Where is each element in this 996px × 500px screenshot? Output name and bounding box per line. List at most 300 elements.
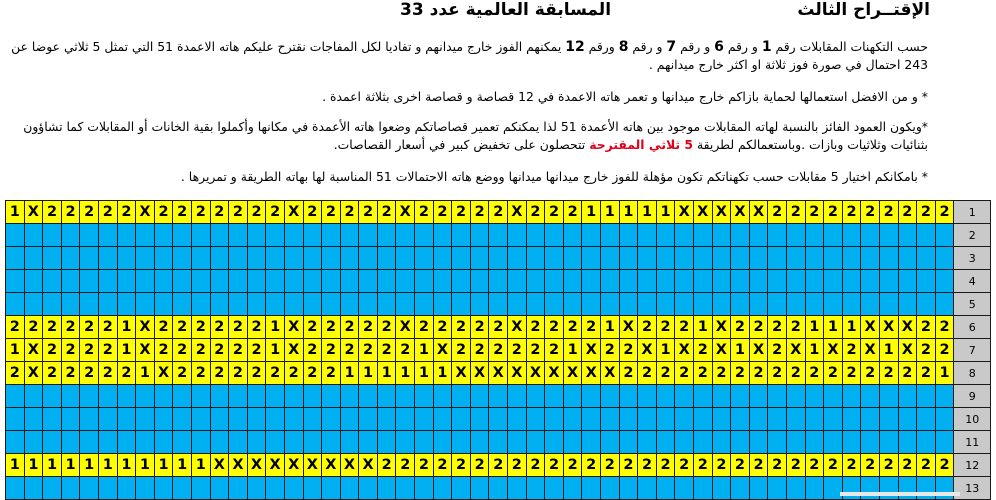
grid-cell [749, 431, 768, 454]
grid-cell [322, 431, 341, 454]
grid-cell [452, 431, 471, 454]
grid-cell [749, 270, 768, 293]
grid-cell [322, 293, 341, 316]
grid-cell: 2 [43, 201, 62, 224]
grid-cell [340, 408, 359, 431]
grid-cell [582, 224, 601, 247]
grid-cell: 1 [173, 454, 192, 477]
grid-cell: 2 [656, 316, 675, 339]
grid-cell: X [898, 316, 917, 339]
grid-cell [768, 270, 787, 293]
grid-cell: 2 [508, 339, 527, 362]
grid-cell [898, 247, 917, 270]
grid-cell [6, 477, 25, 500]
grid-cell [266, 408, 285, 431]
grid-cell [340, 385, 359, 408]
grid-cell [247, 431, 266, 454]
grid-cell [452, 293, 471, 316]
grid-cell [303, 247, 322, 270]
grid-cell [452, 224, 471, 247]
grid-cell [675, 247, 694, 270]
grid-cell: 2 [303, 362, 322, 385]
grid-cell: 2 [768, 454, 787, 477]
grid-row [6, 339, 991, 362]
grid-cell [805, 247, 824, 270]
grid-cell [247, 408, 266, 431]
grid-cell: 2 [489, 339, 508, 362]
grid-cell [786, 408, 805, 431]
grid-cell: 2 [879, 454, 898, 477]
grid-cell [768, 431, 787, 454]
grid-cell: 2 [917, 201, 936, 224]
grid-cell: 1 [61, 454, 80, 477]
grid-cell: 2 [322, 339, 341, 362]
grid-cell: X [545, 362, 564, 385]
grid-cell [805, 224, 824, 247]
grid-cell [526, 385, 545, 408]
grid-cell [712, 224, 731, 247]
grid-row [6, 201, 991, 224]
grid-cell: 1 [656, 339, 675, 362]
grid-cell [433, 477, 452, 500]
grid-cell [693, 385, 712, 408]
grid-cell [452, 270, 471, 293]
grid-cell: 2 [154, 339, 173, 362]
grid-cell [489, 477, 508, 500]
grid-cell: 2 [526, 339, 545, 362]
grid-cell [61, 247, 80, 270]
grid-cell: 2 [98, 316, 117, 339]
grid-cell [582, 270, 601, 293]
grid-cell [415, 477, 434, 500]
grid-cell: 1 [117, 339, 136, 362]
grid-cell [526, 247, 545, 270]
grid-cell [508, 477, 527, 500]
row-number: 5 [954, 293, 991, 316]
grid-cell [898, 224, 917, 247]
grid-cell [508, 408, 527, 431]
grid-cell: 2 [563, 454, 582, 477]
grid-cell [266, 293, 285, 316]
grid-cell [879, 408, 898, 431]
grid-cell [284, 247, 303, 270]
grid-cell [173, 247, 192, 270]
grid-cell [619, 431, 638, 454]
grid-cell: 2 [433, 454, 452, 477]
grid-cell [675, 385, 694, 408]
grid-cell [526, 408, 545, 431]
grid-cell [210, 270, 229, 293]
p1-num-7: 7 [666, 39, 677, 55]
grid-cell [359, 247, 378, 270]
grid-cell [526, 477, 545, 500]
grid-cell: X [749, 339, 768, 362]
grid-cell [861, 293, 880, 316]
grid-cell [582, 247, 601, 270]
grid-cell: 2 [619, 362, 638, 385]
grid-cell [247, 385, 266, 408]
grid-cell [322, 385, 341, 408]
grid-cell [526, 293, 545, 316]
grid-cell [526, 270, 545, 293]
grid-cell [675, 408, 694, 431]
grid-cell [322, 270, 341, 293]
grid-cell: X [563, 362, 582, 385]
grid-cell [340, 293, 359, 316]
grid-cell [303, 477, 322, 500]
grid-cell [43, 293, 62, 316]
grid-cell [80, 408, 99, 431]
grid-cell: X [675, 201, 694, 224]
grid-cell [377, 247, 396, 270]
grid-cell: 2 [768, 316, 787, 339]
grid-cell: 2 [433, 316, 452, 339]
grid-cell [861, 224, 880, 247]
grid-cell [768, 477, 787, 500]
grid-cell [433, 408, 452, 431]
grid-cell: 2 [545, 339, 564, 362]
grid-cell: 2 [898, 454, 917, 477]
grid-cell [24, 293, 43, 316]
grid-cell [842, 247, 861, 270]
grid-cell [545, 270, 564, 293]
grid-cell: X [229, 454, 248, 477]
grid-cell [768, 408, 787, 431]
grid-cell: 1 [433, 362, 452, 385]
grid-cell: 1 [6, 201, 25, 224]
grid-cell [489, 408, 508, 431]
grid-cell: 2 [266, 201, 285, 224]
grid-cell [6, 385, 25, 408]
grid-row [6, 293, 991, 316]
grid-cell: 2 [470, 316, 489, 339]
grid-cell [98, 293, 117, 316]
grid-cell [842, 408, 861, 431]
grid-cell [284, 408, 303, 431]
grid-cell: 2 [805, 362, 824, 385]
grid-cell [824, 477, 843, 500]
grid-cell [359, 224, 378, 247]
grid-cell: 2 [749, 362, 768, 385]
grid-cell [805, 477, 824, 500]
grid-cell: X [284, 454, 303, 477]
grid-cell: 2 [805, 201, 824, 224]
grid-cell [861, 431, 880, 454]
grid-cell [98, 270, 117, 293]
grid-cell: 2 [898, 201, 917, 224]
grid-cell: 2 [824, 201, 843, 224]
grid-cell [470, 431, 489, 454]
grid-cell [154, 385, 173, 408]
grid-cell: 2 [675, 362, 694, 385]
grid-cell [638, 477, 657, 500]
grid-cell [601, 408, 620, 431]
grid-cell [898, 431, 917, 454]
grid-cell: X [879, 316, 898, 339]
grid-cell [61, 408, 80, 431]
grid-cell: 1 [191, 454, 210, 477]
grid-cell [731, 247, 750, 270]
grid-cell [433, 270, 452, 293]
grid-cell: 2 [935, 201, 954, 224]
grid-cell [173, 270, 192, 293]
grid-cell: X [508, 201, 527, 224]
grid-cell: 2 [786, 316, 805, 339]
grid-cell [824, 247, 843, 270]
grid-cell: 2 [377, 454, 396, 477]
grid-cell [898, 408, 917, 431]
grid-cell: 2 [619, 454, 638, 477]
grid-cell [563, 247, 582, 270]
grid-cell [43, 224, 62, 247]
grid-cell [303, 408, 322, 431]
grid-cell: 2 [173, 316, 192, 339]
grid-cell [693, 408, 712, 431]
grid-cell [582, 385, 601, 408]
grid-cell [191, 270, 210, 293]
grid-cell [396, 293, 415, 316]
grid-cell [377, 477, 396, 500]
grid-cell: 2 [191, 362, 210, 385]
grid-cell: X [266, 454, 285, 477]
grid-cell [749, 224, 768, 247]
grid-cell [173, 224, 192, 247]
grid-cell [284, 431, 303, 454]
grid-cell: 2 [43, 339, 62, 362]
grid-cell: X [712, 339, 731, 362]
grid-cell [247, 247, 266, 270]
grid-cell: 2 [359, 201, 378, 224]
grid-cell: 2 [861, 362, 880, 385]
grid-cell: 2 [210, 316, 229, 339]
grid-row [6, 408, 991, 431]
grid-cell [396, 477, 415, 500]
grid-row [6, 385, 991, 408]
grid-cell: 2 [247, 362, 266, 385]
grid-cell [470, 385, 489, 408]
grid-cell [6, 408, 25, 431]
grid-cell: 2 [563, 316, 582, 339]
grid-cell: X [340, 454, 359, 477]
grid-cell [805, 408, 824, 431]
grid-cell: 1 [935, 362, 954, 385]
grid-cell [98, 224, 117, 247]
grid-cell [266, 385, 285, 408]
grid-cell: 1 [6, 454, 25, 477]
grid-cell: X [396, 316, 415, 339]
row-number: 12 [954, 454, 991, 477]
grid-cell [433, 431, 452, 454]
grid-cell [563, 408, 582, 431]
grid-cell [359, 270, 378, 293]
grid-cell: 2 [786, 454, 805, 477]
grid-cell [284, 385, 303, 408]
grid-cell [842, 431, 861, 454]
grid-cell [508, 224, 527, 247]
grid-cell [191, 247, 210, 270]
grid-cell: 2 [191, 339, 210, 362]
grid-cell [415, 408, 434, 431]
grid-cell [210, 247, 229, 270]
grid-cell [693, 270, 712, 293]
grid-cell [24, 247, 43, 270]
grid-cell [749, 247, 768, 270]
grid-cell: 2 [786, 362, 805, 385]
grid-cell [656, 385, 675, 408]
grid-cell [917, 270, 936, 293]
grid-cell [805, 270, 824, 293]
page-title: المسابقة العالمية عدد 33 [400, 0, 612, 20]
p1-num-8: 8 [618, 39, 629, 55]
grid-cell [879, 270, 898, 293]
grid-cell [601, 385, 620, 408]
grid-cell [117, 247, 136, 270]
grid-cell [731, 270, 750, 293]
grid-cell [638, 224, 657, 247]
grid-cell [415, 431, 434, 454]
grid-cell [935, 477, 954, 500]
grid-cell [898, 477, 917, 500]
grid-cell [117, 431, 136, 454]
grid-cell [545, 431, 564, 454]
grid-cell [154, 270, 173, 293]
grid-cell [786, 224, 805, 247]
grid-row [6, 431, 991, 454]
grid-cell [43, 247, 62, 270]
row-number: 4 [954, 270, 991, 293]
grid-cell [601, 270, 620, 293]
grid-cell: X [359, 454, 378, 477]
paragraph-winning-column [4, 118, 928, 154]
grid-cell: X [861, 339, 880, 362]
grid-cell [731, 431, 750, 454]
grid-cell: 2 [452, 316, 471, 339]
grid-cell [842, 270, 861, 293]
grid-cell [229, 293, 248, 316]
grid-cell: 2 [229, 362, 248, 385]
row-number: 2 [954, 224, 991, 247]
grid-cell [917, 477, 936, 500]
grid-cell [879, 431, 898, 454]
grid-cell [284, 477, 303, 500]
grid-cell [80, 247, 99, 270]
grid-cell [601, 224, 620, 247]
grid-cell: 2 [98, 339, 117, 362]
grid-cell: X [470, 362, 489, 385]
grid-cell [786, 385, 805, 408]
grid-cell [619, 477, 638, 500]
grid-cell [712, 477, 731, 500]
grid-cell: 2 [842, 362, 861, 385]
paragraph-choice: * بامكانكم اختيار 5 مقابلات حسب تكهناتكم تكون مؤهلة للفوز خارج ميدانها ميدانها ووضع هاته الاحتمالات 51 المناسبة لها بهاته الطريقة و تمريرها . [180, 169, 928, 184]
grid-cell [98, 408, 117, 431]
grid-cell: 2 [452, 339, 471, 362]
columns-grid [5, 200, 991, 500]
grid-cell [266, 247, 285, 270]
grid-cell: 2 [917, 316, 936, 339]
grid-cell [452, 477, 471, 500]
grid-cell: X [526, 362, 545, 385]
grid-cell [98, 477, 117, 500]
grid-cell: 2 [229, 339, 248, 362]
grid-cell [861, 408, 880, 431]
grid-cell: 2 [656, 362, 675, 385]
grid-cell [136, 224, 155, 247]
grid-cell: X [136, 201, 155, 224]
grid-cell: X [136, 339, 155, 362]
grid-cell: 2 [191, 316, 210, 339]
grid-cell [340, 224, 359, 247]
grid-cell [415, 247, 434, 270]
grid-cell: X [619, 316, 638, 339]
grid-cell: 2 [582, 316, 601, 339]
grid-cell [396, 224, 415, 247]
grid-cell [24, 224, 43, 247]
grid-cell: X [898, 339, 917, 362]
grid-cell [638, 293, 657, 316]
grid-cell: 2 [303, 316, 322, 339]
grid-cell [545, 385, 564, 408]
grid-row [6, 316, 991, 339]
grid-cell: 2 [43, 362, 62, 385]
grid-cell: 2 [563, 201, 582, 224]
grid-cell [136, 408, 155, 431]
p1-text-b: و رقم [723, 39, 762, 54]
p1-num-1: 1 [761, 39, 772, 55]
grid-cell [675, 293, 694, 316]
row-number: 13 [954, 477, 991, 500]
grid-cell [340, 431, 359, 454]
grid-cell [415, 293, 434, 316]
grid-cell [712, 293, 731, 316]
grid-cell: X [712, 316, 731, 339]
grid-cell: X [824, 339, 843, 362]
grid-cell [824, 431, 843, 454]
grid-cell: X [786, 339, 805, 362]
grid-cell [433, 293, 452, 316]
grid-cell [98, 247, 117, 270]
grid-cell [786, 431, 805, 454]
grid-cell [731, 477, 750, 500]
grid-cell [768, 293, 787, 316]
grid-cell: 2 [303, 339, 322, 362]
grid-cell: 1 [805, 339, 824, 362]
grid-cell [935, 224, 954, 247]
grid-cell [98, 431, 117, 454]
grid-cell [526, 224, 545, 247]
grid-cell: 2 [470, 201, 489, 224]
grid-cell: 2 [117, 362, 136, 385]
grid-cell [917, 247, 936, 270]
grid-cell [173, 408, 192, 431]
grid-cell [508, 431, 527, 454]
grid-cell [396, 247, 415, 270]
grid-cell [619, 385, 638, 408]
grid-cell [675, 477, 694, 500]
grid-cell [470, 270, 489, 293]
grid-cell [452, 408, 471, 431]
grid-cell: 2 [693, 339, 712, 362]
grid-cell: 2 [359, 339, 378, 362]
paragraph-intro [4, 38, 928, 74]
grid-row [6, 362, 991, 385]
grid-cell [322, 408, 341, 431]
grid-cell: 2 [247, 201, 266, 224]
grid-cell: 2 [154, 316, 173, 339]
grid-cell [24, 385, 43, 408]
grid-cell [154, 431, 173, 454]
grid-cell [545, 247, 564, 270]
